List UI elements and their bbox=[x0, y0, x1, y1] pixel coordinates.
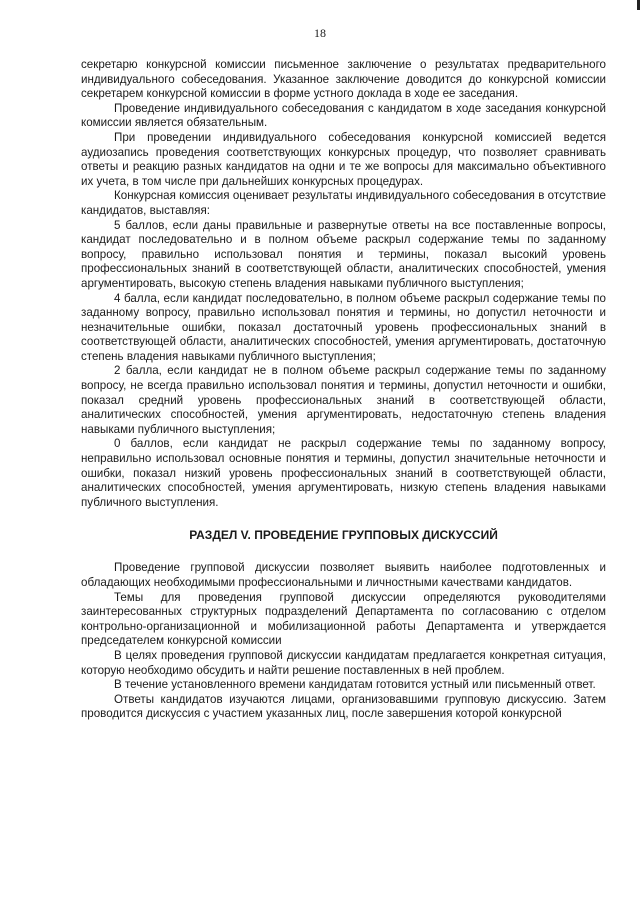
paragraph: Проведение индивидуального собеседования с кандидатом в ходе заседания конкурсной комиссии является обязательным. bbox=[81, 101, 606, 130]
paragraph: В целях проведения групповой дискуссии кандидатам предлагается конкретная ситуация, которую необходимо обсудить и найти решение поставленных в ней проблем. bbox=[81, 648, 606, 677]
paragraph-score-2: 2 балла, если кандидат не в полном объеме раскрыл содержание темы по заданному вопросу, не всегда правильно использовал понятия и термины, допустил неточности и ошибки, показал средний уровень профессиональных знаний в соответствующей области, аналитических способностей, умения аргументировать, недостаточную степень владения навыками публичного выступления; bbox=[81, 364, 606, 436]
paragraph: Проведение групповой дискуссии позволяет выявить наиболее подготовленных и обладающих необходимыми профессиональными и личностными качествами кандидатов. bbox=[81, 561, 606, 589]
paragraph-score-4: 4 балла, если кандидат последовательно, в полном объеме раскрыл содержание темы по заданному вопросу, правильно использовал понятия и термины, но допустил неточности и незначительные ошибки, показал достаточный уровень профессиональных знаний в соответствующей области, аналитических способностей, умения аргументировать, достаточную степень владения навыками публичного выступления; bbox=[81, 291, 606, 363]
section-heading: РАЗДЕЛ V. ПРОВЕДЕНИЕ ГРУППОВЫХ ДИСКУССИЙ bbox=[189, 528, 498, 543]
paragraph-score-0: 0 баллов, если кандидат не раскрыл содержание темы по заданному вопросу, неправильно использовал основные понятия и термины, допустил значительные неточности и ошибки, показал низкий уровень профессиональных знаний в соответствующей области, аналитических способностей, умения аргументировать, низкую степень владения навыками публичного выступления. bbox=[81, 437, 606, 509]
paragraph: секретарю конкурсной комиссии письменное заключение о результатах предварительного индивидуального собеседования. Указанное заключение доводится до конкурсной комиссии секретарем конкурсной комиссии в форме устного доклада в ходе ее заседания. bbox=[81, 58, 606, 101]
paragraph: Конкурсная комиссия оценивает результаты индивидуального собеседования в отсутствие кандидатов, выставляя: bbox=[81, 189, 606, 217]
document-body bbox=[81, 58, 606, 722]
paragraph-score-5: 5 баллов, если даны правильные и развернутые ответы на все поставленные вопросы, кандидат последовательно и в полном объеме раскрыл содержание темы по заданному вопросу, правильно использовал понятия и термины, показал высокий уровень профессиональных знаний в соответствующей области, аналитических способностей, умения аргументировать, высокую степень владения навыками публичного выступления; bbox=[81, 218, 606, 290]
page-number: 18 bbox=[314, 26, 326, 40]
paragraph: В течение установленного времени кандидатам готовится устный или письменный ответ. bbox=[114, 678, 596, 692]
paragraph: Темы для проведения групповой дискуссии определяются руководителями заинтересованных структурных подразделений Департамента по согласованию с отделом контрольно-организационной и мобилизационной работы Департамента и утверждается председателем конкурсной комиссии bbox=[81, 590, 606, 648]
paragraph: При проведении индивидуального собеседования конкурсной комиссией ведется аудиозапись проведения соответствующих конкурсных процедур, что позволяет сравнивать ответы и реакцию разных кандидатов на одни и те же вопросы для максимально объективного их учета, в том числе при дальнейших конкурсных процедурах. bbox=[81, 130, 606, 188]
paragraph: Ответы кандидатов изучаются лицами, организовавшими групповую дискуссию. Затем проводится дискуссия с участием указанных лиц, после завершения которой конкурсной bbox=[81, 692, 606, 721]
